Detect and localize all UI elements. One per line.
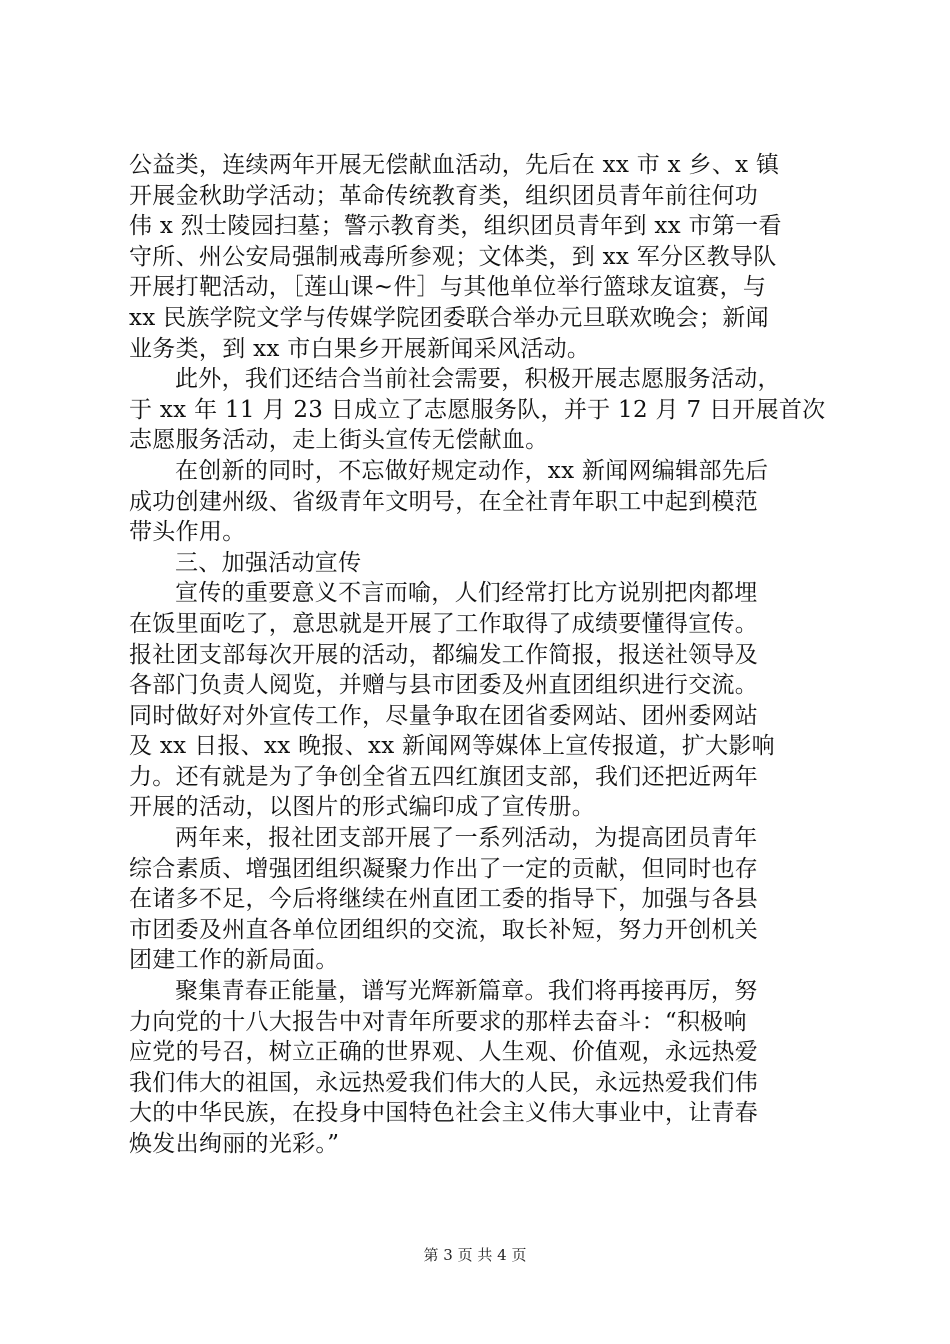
text-line: 应党的号召，树立正确的世界观、人生观、价值观，永远热爱 — [129, 1039, 759, 1066]
text-line: 聚集青春正能量，谱写光辉新篇章。我们将再接再厉，努 — [175, 978, 758, 1005]
text-line: 在诸多不足，今后将继续在州直团工委的指导下，加强与各县 — [129, 886, 759, 913]
text-line: 我们伟大的祖国，永远热爱我们伟大的人民，永远热爱我们伟 — [129, 1069, 759, 1096]
text-line: 及 xx 日报、xx 晚报、xx 新闻网等媒体上宣传报道，扩大影响 — [129, 733, 775, 760]
text-line: 报社团支部每次开展的活动，都编发工作简报，报送社领导及 — [129, 641, 759, 668]
text-line: 在创新的同时，不忘做好规定动作，xx 新闻网编辑部先后 — [175, 457, 769, 484]
text-line: 开展的活动，以图片的形式编印成了宣传册。 — [129, 794, 595, 821]
text-line: 大的中华民族，在投身中国特色社会主义伟大事业中，让青春 — [129, 1100, 759, 1127]
text-line: 宣传的重要意义不言而喻，人们经常打比方说别把肉都埋 — [175, 580, 758, 607]
paragraph — [129, 823, 829, 976]
text-line: 三、加强活动宣传 — [175, 549, 362, 576]
text-line: 伟 x 烈士陵园扫墓；警示教育类，组织团员青年到 xx 市第一看 — [129, 213, 782, 240]
text-line: 市团委及州直各单位团组织的交流，取长补短，努力开创机关 — [129, 916, 759, 943]
paragraph — [129, 976, 829, 1160]
text-line: 力向党的十八大报告中对青年所要求的那样去奋斗：“积极响 — [129, 1008, 747, 1035]
text-line: 守所、州公安局强制戒毒所参观；文体类，到 xx 军分区教导队 — [129, 243, 777, 270]
text-line: 综合素质、增强团组织凝聚力作出了一定的贡献，但同时也存 — [129, 855, 759, 882]
text-line: 开展金秋助学活动；革命传统教育类，组织团员青年前往何功 — [129, 182, 759, 209]
text-line: 志愿服务活动，走上街头宣传无偿献血。 — [129, 427, 549, 454]
page-footer: 第 3 页 共 4 页 — [423, 1246, 527, 1264]
text-line: xx 民族学院文学与传媒学院团委联合举办元旦联欢晚会；新闻 — [129, 304, 769, 331]
paragraph — [129, 456, 829, 548]
text-line: 两年来，报社团支部开展了一系列活动，为提高团员青年 — [175, 825, 758, 852]
text-line: 焕发出绚丽的光彩。” — [129, 1131, 340, 1157]
text-line: 各部门负责人阅览，并赠与县市团委及州直团组织进行交流。 — [129, 672, 759, 699]
text-line: 于 xx 年 11 月 23 日成立了志愿服务队，并于 12 月 7 日开展首次 — [129, 396, 826, 423]
paragraph — [129, 548, 829, 579]
text-line: 业务类，到 xx 市白果乡开展新闻采风活动。 — [129, 335, 591, 362]
text-line: 同时做好对外宣传工作，尽量争取在团省委网站、团州委网站 — [129, 702, 759, 729]
text-line: 力。还有就是为了争创全省五四红旗团支部，我们还把近两年 — [129, 763, 759, 790]
text-line: 在饭里面吃了，意思就是开展了工作取得了成绩要懂得宣传。 — [129, 610, 759, 637]
paragraph — [129, 150, 829, 364]
text-line: 带头作用。 — [129, 519, 246, 546]
text-line: 成功创建州级、省级青年文明号，在全社青年职工中起到模范 — [129, 488, 759, 515]
text-line: 团建工作的新局面。 — [129, 947, 339, 974]
paragraph — [129, 578, 829, 823]
text-line: 此外，我们还结合当前社会需要，积极开展志愿服务活动， — [175, 366, 781, 393]
paragraph — [129, 364, 829, 456]
text-line: 公益类，连续两年开展无偿献血活动，先后在 xx 市 x 乡、x 镇 — [129, 152, 780, 178]
document-body — [129, 150, 829, 1160]
text-line: 开展打靶活动，［莲山课~件］与其他单位举行篮球友谊赛，与 — [129, 274, 767, 301]
